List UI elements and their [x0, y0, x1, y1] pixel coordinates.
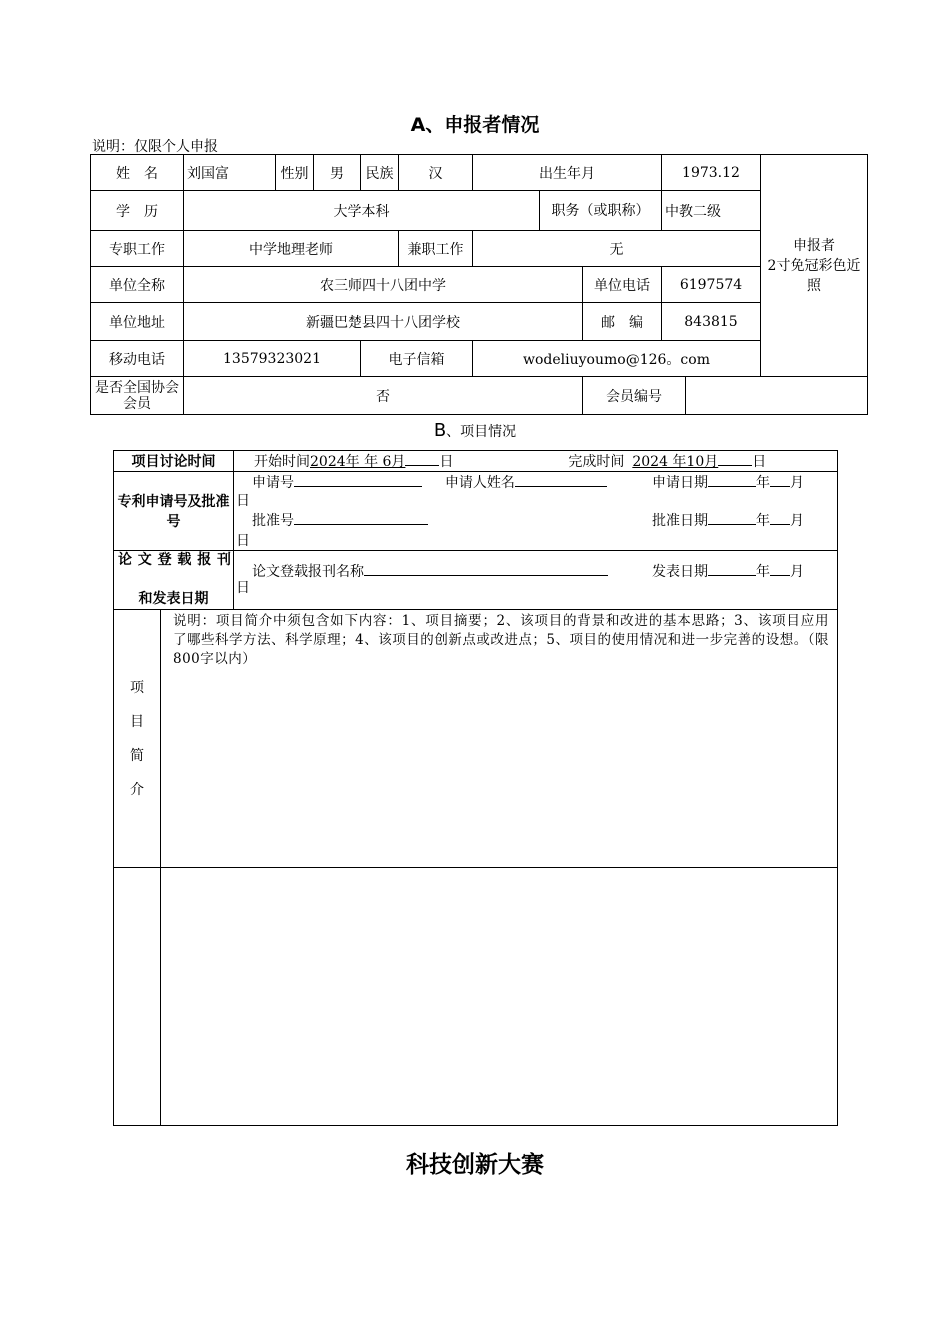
approve-date-label: 批准日期	[652, 513, 708, 529]
intro-text: 说明：项目简介中须包含如下内容：1、项目摘要；2、该项目的背景和改进的基本思路；3、该项目应用了哪些科学方法、科学原理；4、该项目的创新点或改进点；5、项目的使用情况和进一步完善的设想。（限800字以内）	[161, 610, 838, 868]
education-label: 学 历	[91, 191, 184, 231]
name-label: 姓 名	[91, 155, 184, 191]
parttime-label: 兼职工作	[399, 231, 473, 267]
fulltime-label: 专职工作	[91, 231, 184, 267]
blank-label-cell	[114, 868, 161, 1126]
intro-label: 项 目 简 介	[114, 610, 161, 868]
section-b-title	[0, 420, 950, 441]
end-value: 2024 年10月	[632, 454, 719, 470]
blank-content-cell	[161, 868, 838, 1126]
name-value: 刘国富	[184, 155, 276, 191]
member-label: 是否全国协会会员	[91, 377, 184, 415]
mobile-value: 13579323021	[184, 341, 361, 377]
apply-day: 日	[236, 493, 250, 509]
email-value: wodeliuyoumo@126。com	[473, 341, 761, 377]
paper-value: 论文登载报刊名称 发表日期 年 月 日	[234, 551, 838, 610]
patent-label: 专利申请号及批准号	[114, 472, 234, 551]
approve-no-label: 批准号	[252, 513, 294, 529]
paper-label-line-1: 论文登载报刊	[118, 552, 231, 568]
apply-date-label: 申请日期	[652, 475, 708, 491]
start-value: 2024年 年 6月	[310, 454, 406, 470]
journal-label: 论文登载报刊名称	[252, 564, 364, 580]
start-label: 开始时间	[254, 454, 310, 470]
end-label: 完成时间	[568, 454, 625, 470]
footer-title: 科技创新大赛	[406, 1152, 544, 1178]
section-b-title-rest: 、项目情况	[446, 424, 517, 440]
applicant-table	[90, 154, 868, 415]
approve-day: 日	[236, 533, 250, 549]
unit-phone-value: 6197574	[662, 267, 761, 303]
paper-label-line-2: 和发表日期	[138, 591, 209, 607]
section-b-letter: B	[433, 420, 447, 441]
photo-line-2: 2寸免冠彩色近照	[767, 257, 861, 294]
address-label: 单位地址	[91, 303, 184, 341]
postcode-value: 843815	[662, 303, 761, 341]
patent-value: 申请号 申请人姓名 申请日期 年 月 日 批准号 批准日期 年 月 日	[234, 472, 838, 551]
applicant-label: 申请人姓名	[444, 475, 515, 491]
postcode-label: 邮 编	[583, 303, 662, 341]
mobile-label: 移动电话	[91, 341, 184, 377]
member-value: 否	[184, 377, 583, 415]
discussion-value	[234, 451, 838, 472]
gender-value: 男	[314, 155, 361, 191]
photo-box	[761, 155, 868, 377]
unit-label: 单位全称	[91, 267, 184, 303]
start-day: 日	[439, 454, 454, 470]
section-a-note: 说明：仅限个人申报	[92, 139, 218, 155]
discussion-label: 项目讨论时间	[114, 451, 234, 472]
position-label: 职务（或职称）	[540, 191, 662, 231]
publish-date-label: 发表日期	[652, 564, 708, 580]
member-no-value	[686, 377, 868, 415]
parttime-value: 无	[473, 231, 761, 267]
education-value: 大学本科	[184, 191, 540, 231]
gender-label: 性别	[276, 155, 314, 191]
unit-value: 农三师四十八团中学	[184, 267, 583, 303]
paper-label	[114, 551, 234, 610]
unit-phone-label: 单位电话	[583, 267, 662, 303]
member-no-label: 会员编号	[583, 377, 686, 415]
section-a-title: A、申报者情况	[410, 114, 540, 136]
ethnicity-label: 民族	[361, 155, 399, 191]
birth-value: 1973.12	[662, 155, 761, 191]
email-label: 电子信箱	[361, 341, 473, 377]
publish-day: 日	[236, 580, 250, 596]
address-value: 新疆巴楚县四十八团学校	[184, 303, 583, 341]
fulltime-value: 中学地理老师	[184, 231, 399, 267]
project-table	[113, 450, 838, 1126]
apply-no-label: 申请号	[252, 475, 294, 491]
birth-label: 出生年月	[473, 155, 662, 191]
end-day: 日	[752, 454, 767, 470]
position-value: 中教二级	[662, 191, 761, 231]
ethnicity-value: 汉	[399, 155, 473, 191]
photo-line-1: 申报者	[793, 237, 835, 254]
